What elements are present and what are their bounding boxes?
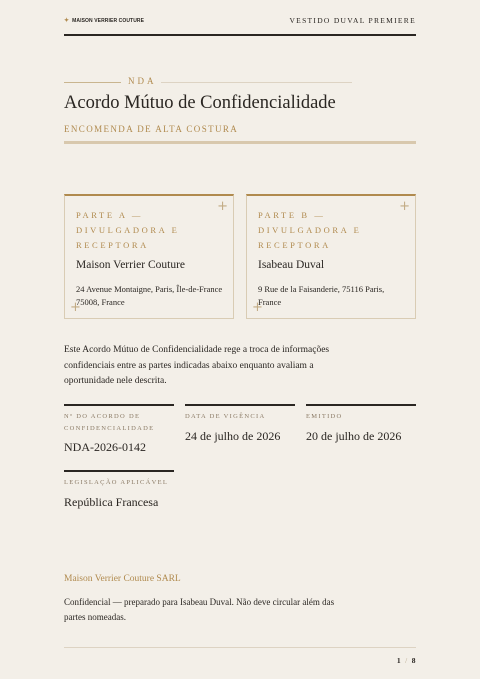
- document-type-eyebrow: NDA: [128, 76, 157, 86]
- issued-label: EMITIDO: [306, 413, 343, 420]
- party-a-label: PARTE A — DIVULGADORA E RECEPTORA: [76, 210, 180, 250]
- eyebrow-line-left: [64, 82, 121, 83]
- party-a-card: [64, 194, 234, 319]
- plus-icon: +: [70, 300, 81, 315]
- party-b-address: 9 Rue de la Faisanderie, 75116 Paris, France: [258, 284, 385, 307]
- plus-icon: +: [399, 199, 410, 214]
- agreement-number-label: Nº DO ACORDO DE CONFIDENCIALIDADE: [64, 413, 155, 432]
- party-b-name: Isabeau Duval: [258, 259, 325, 271]
- party-a-address: 24 Avenue Montaigne, Paris, Île-de-France 75008, France: [76, 284, 223, 307]
- governing-law-label: LEGISLAÇÃO APLICÁVEL: [64, 479, 169, 486]
- party-b-card: [246, 194, 416, 319]
- page-number: [397, 656, 416, 665]
- footer-divider: [64, 647, 416, 648]
- brand-logo: [64, 17, 144, 24]
- plus-icon: +: [217, 199, 228, 214]
- effective-date-value: 24 de julho de 2026: [185, 429, 281, 443]
- field-divider: [185, 404, 295, 406]
- party-a-name: Maison Verrier Couture: [76, 259, 186, 271]
- star-icon: ✦: [64, 18, 70, 24]
- eyebrow-line-right: [161, 82, 352, 83]
- page-total: 8: [411, 656, 416, 665]
- page-current: 1: [396, 656, 402, 665]
- effective-date-label: DATA DE VIGÊNCIA: [185, 413, 266, 420]
- page-subtitle: ENCOMENDA DE ALTA COSTURA: [64, 124, 239, 134]
- document-reference: VESTIDO DUVAL PREMIERE: [289, 16, 416, 25]
- company-name: Maison Verrier Couture SARL: [64, 574, 181, 584]
- confidential-note: Confidencial — preparado para Isabeau Duval. Não deve circular além das partes nomeadas.: [64, 597, 335, 622]
- issued-value: 20 de julho de 2026: [306, 429, 402, 443]
- agreement-number-value: NDA-2026-0142: [64, 440, 146, 454]
- title-divider: [64, 141, 416, 144]
- field-divider: [64, 404, 174, 406]
- field-divider: [64, 470, 174, 472]
- governing-law-value: República Francesa: [64, 495, 159, 509]
- page-separator: /: [405, 656, 408, 665]
- header-divider: [64, 34, 416, 36]
- brand-name: MAISON VERRIER COUTURE: [72, 18, 145, 24]
- page-title: Acordo Mútuo de Confidencialidade: [64, 93, 336, 113]
- intro-paragraph: Este Acordo Mútuo de Confidencialidade rege a troca de informações confidenciais entre as partes indicadas abaixo enquanto avaliam a oportunidade nele descrita.: [64, 345, 330, 386]
- plus-icon: +: [252, 300, 263, 315]
- field-divider: [306, 404, 416, 406]
- party-b-label: PARTE B — DIVULGADORA E RECEPTORA: [258, 210, 362, 250]
